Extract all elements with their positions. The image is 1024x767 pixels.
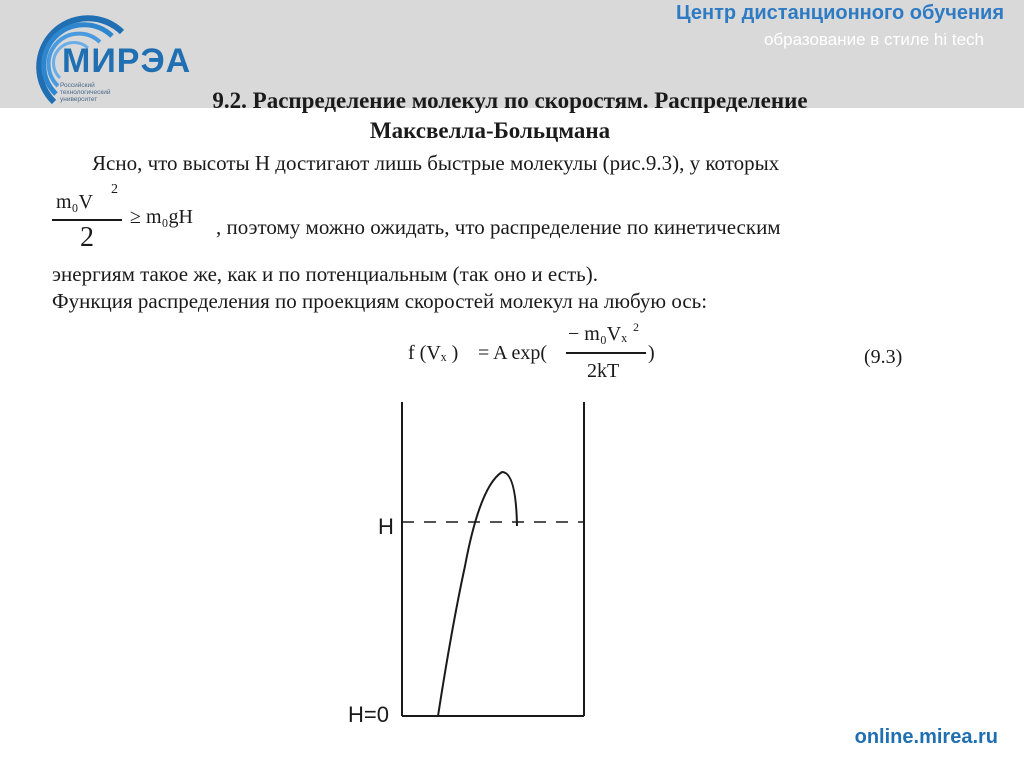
figure-trajectory-curve — [438, 472, 517, 716]
center-title: Центр дистанционного обучения — [676, 2, 1004, 24]
figure-label-h0: H=0 — [348, 702, 389, 727]
page-title: 9.2. Распределение молекул по скоростям. Распределение — [212, 88, 808, 113]
formula-numerator: − m₀Vₓ — [568, 323, 628, 345]
inequality-numerator: m₀V — [56, 191, 93, 213]
formula-rhs-prefix: = A exp( — [478, 342, 548, 364]
inequality-denominator: 2 — [80, 222, 94, 253]
logo-subtext: Российский технологический университет — [60, 82, 111, 103]
inequality-numerator-power: 2 — [111, 182, 118, 197]
formula-numerator-power: 2 — [633, 320, 639, 334]
formula-denominator: 2kT — [587, 360, 620, 382]
page-title-line2: Максвелла-Больцмана — [369, 118, 611, 143]
formula-fraction-bar — [566, 352, 646, 354]
body-line-2: , поэтому можно ожидать, что распределение по кинетическим — [216, 215, 781, 239]
formula-number: (9.3) — [864, 346, 903, 368]
inequality-fraction-bar — [52, 219, 122, 221]
body-line-1: Ясно, что высоты H достигают лишь быстрые молекулы (рис.9.3), у которых — [92, 151, 780, 175]
velocity-distribution-figure — [340, 396, 600, 731]
footer-url[interactable]: online.mirea.ru — [854, 726, 998, 748]
inequality-rhs: ≥ m₀gH — [130, 206, 193, 228]
figure-label-h: H — [378, 514, 394, 539]
body-line-3: энергиям такое же, как и по потенциальным (так оно и есть). — [52, 262, 598, 286]
body-line-4: Функция распределения по проекциям скоростей молекул на любую ось: — [52, 289, 708, 313]
formula-lhs: f (Vₓ ) — [408, 342, 459, 364]
formula-close-paren: ) — [648, 342, 655, 364]
logo-word: МИРЭА — [62, 42, 192, 80]
center-subtitle: образование в стиле hi tech — [763, 30, 984, 49]
